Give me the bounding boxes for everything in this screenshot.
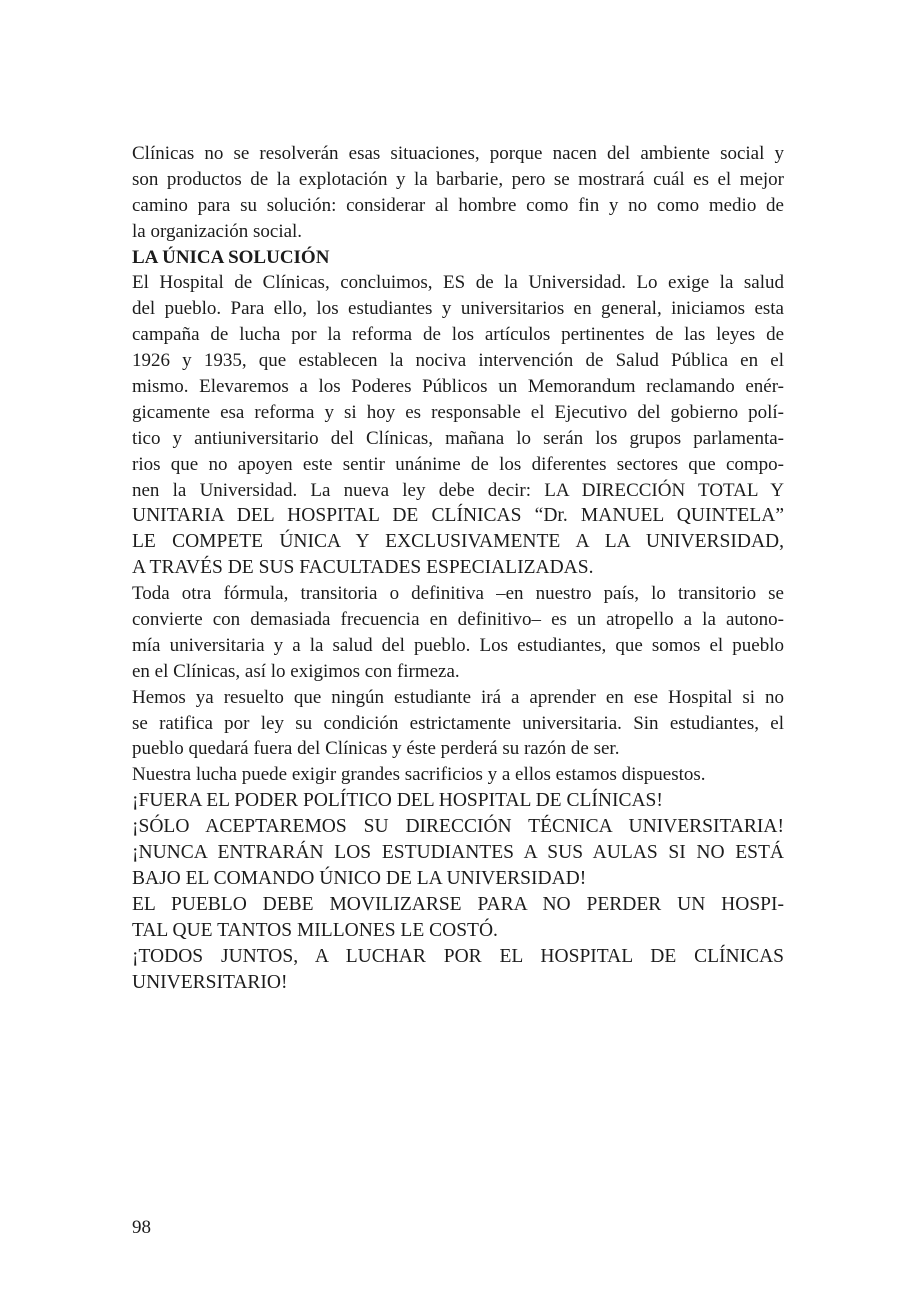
text-line: ¡TODOS JUNTOS, A LUCHAR POR EL HOSPITAL DE CLÍNICAS — [132, 945, 784, 967]
text-line: convierte con demasiada frecuencia en definitivo– es un atropello a la autono- — [132, 609, 784, 631]
text-line: ¡NUNCA ENTRARÁN LOS ESTUDIANTES A SUS AULAS SI NO ESTÁ — [132, 842, 784, 864]
text-line: El Hospital de Clínicas, concluimos, ES de la Universidad. Lo exige la salud — [132, 272, 784, 294]
text-line: LE COMPETE ÚNICA Y EXCLUSIVAMENTE A LA UNIVERSIDAD, — [132, 531, 784, 553]
text-line: en el Clínicas, así lo exigimos con firmeza. — [132, 660, 460, 682]
text-line: Hemos ya resuelto que ningún estudiante irá a aprender en ese Hospital si no — [132, 686, 784, 708]
text-line: Clínicas no se resolverán esas situaciones, porque nacen del ambiente social y — [132, 143, 784, 164]
text-line: ¡FUERA EL PODER POLÍTICO DEL HOSPITAL DE CLÍNICAS! — [132, 790, 663, 812]
text-line: TAL QUE TANTOS MILLONES LE COSTÓ. — [132, 919, 498, 941]
page-number: 98 — [132, 1217, 151, 1238]
text-line: EL PUEBLO DEBE MOVILIZARSE PARA NO PERDER UN HOSPI- — [132, 893, 784, 915]
text-line: pueblo quedará fuera del Clínicas y éste perderá su razón de ser. — [132, 738, 620, 760]
text-line: A TRAVÉS DE SUS FACULTADES ESPECIALIZADAS. — [132, 557, 594, 579]
text-line: UNITARIA DEL HOSPITAL DE CLÍNICAS “Dr. MANUEL QUINTELA” — [132, 505, 784, 527]
text-line: son productos de la explotación y la barbarie, pero se mostrará cuál es el mejor — [132, 168, 784, 190]
text-line: Nuestra lucha puede exigir grandes sacrificios y a ellos estamos dispuestos. — [132, 764, 706, 786]
text-line: 1926 y 1935, que establecen la nociva intervención de Salud Pública en el — [132, 350, 784, 372]
text-line: nen la Universidad. La nueva ley debe decir: LA DIRECCIÓN TOTAL Y — [132, 479, 784, 501]
text-line: la organización social. — [132, 220, 303, 242]
text-line: se ratifica por ley su condición estrictamente universitaria. Sin estudiantes, el — [132, 712, 784, 734]
text-line: rios que no apoyen este sentir unánime de los diferentes sectores que compo- — [132, 453, 784, 475]
text-line: mismo. Elevaremos a los Poderes Públicos un Memorandum reclamando enér- — [132, 376, 784, 398]
body-text — [132, 141, 784, 995]
text-line: gicamente esa reforma y si hoy es responsable el Ejecutivo del gobierno polí- — [132, 401, 784, 423]
text-line: mía universitaria y a la salud del pueblo. Los estudiantes, que somos el pueblo — [132, 634, 784, 656]
text-line: tico y antiuniversitario del Clínicas, mañana lo serán los grupos parlamenta- — [132, 427, 784, 449]
text-line: camino para su solución: considerar al hombre como fin y no como medio de — [132, 194, 784, 216]
text-line: Toda otra fórmula, transitoria o definitiva –en nuestro país, lo transitorio se — [132, 583, 784, 605]
text-line: campaña de lucha por la reforma de los artículos pertinentes de las leyes de — [132, 324, 784, 346]
text-line: BAJO EL COMANDO ÚNICO DE LA UNIVERSIDAD! — [132, 867, 587, 889]
text-line: UNIVERSITARIO! — [132, 971, 288, 993]
text-line: del pueblo. Para ello, los estudiantes y universitarios en general, iniciamos esta — [132, 298, 784, 320]
section-heading: LA ÚNICA SOLUCIÓN — [132, 246, 330, 268]
text-line: ¡SÓLO ACEPTAREMOS SU DIRECCIÓN TÉCNICA UNIVERSITARIA! — [132, 816, 784, 838]
